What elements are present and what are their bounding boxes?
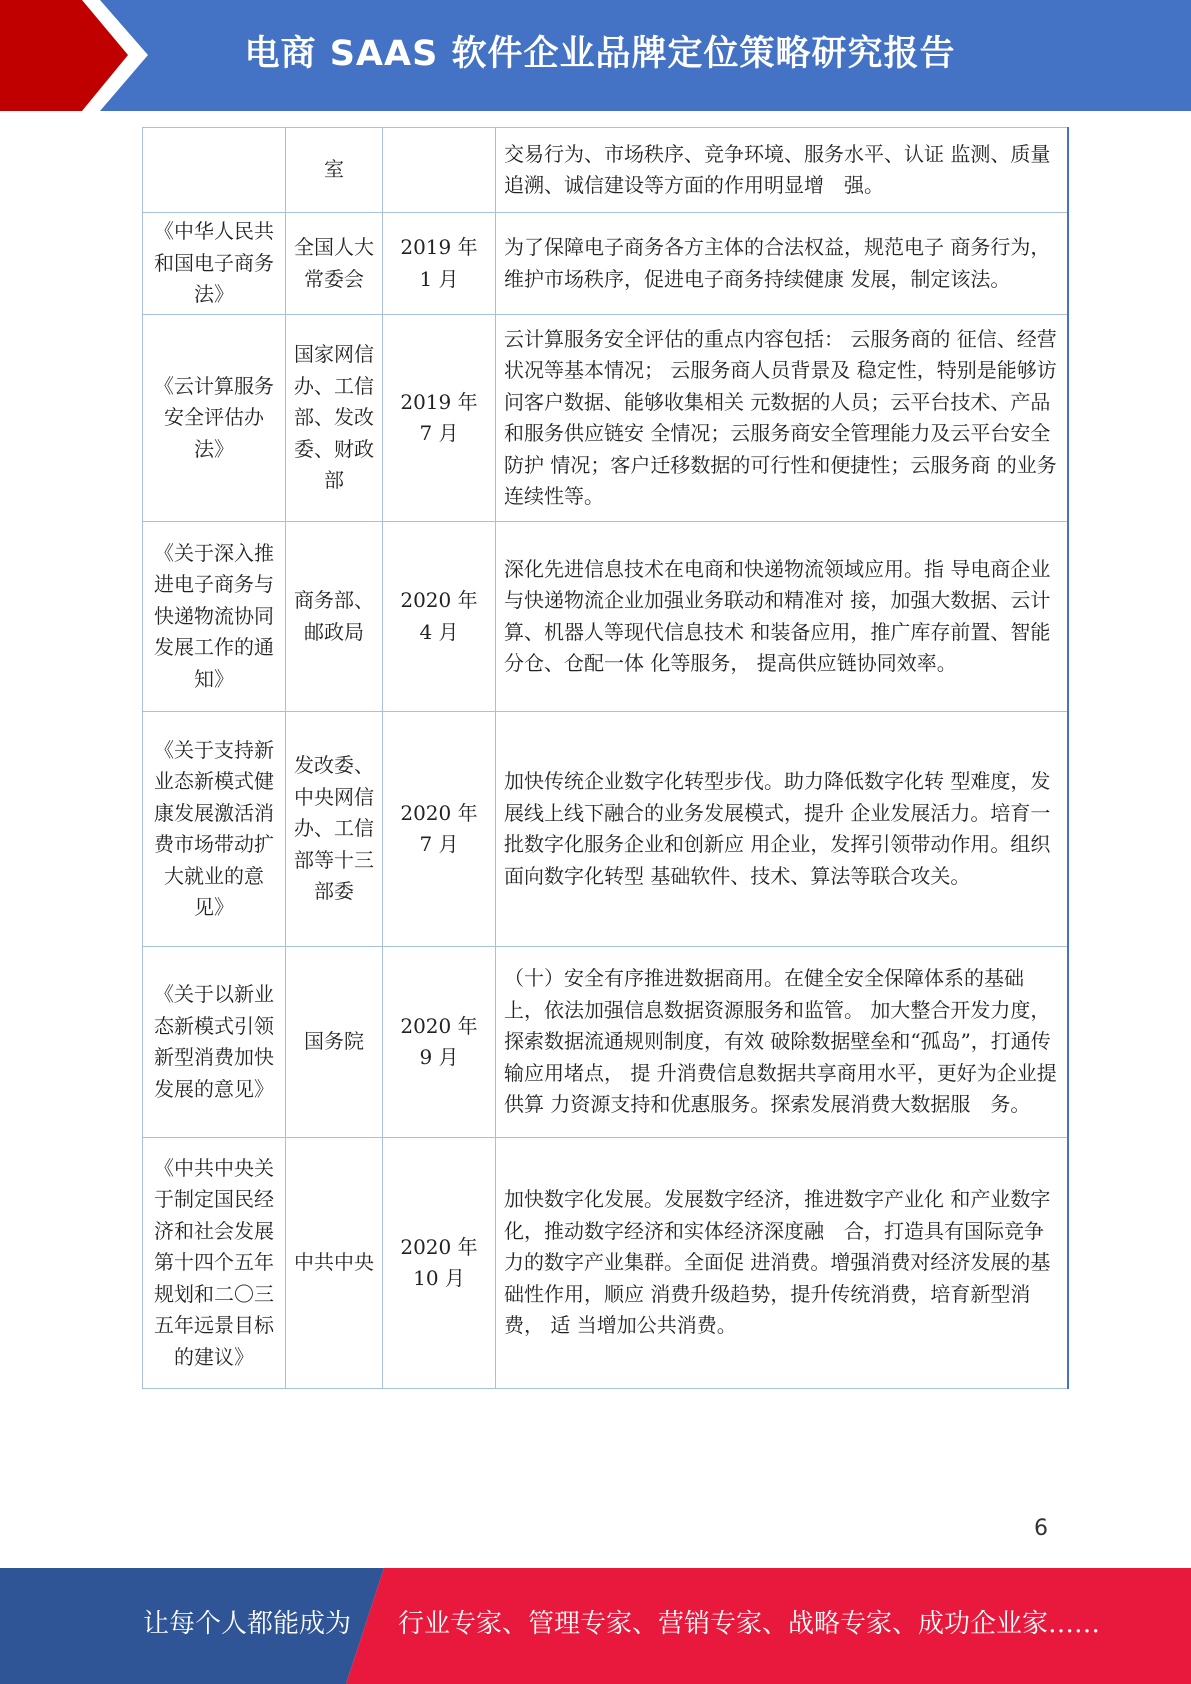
date-cell: 2020 年 4 月 <box>383 522 496 712</box>
page-footer <box>0 1568 1191 1684</box>
date-cell: 2020 年 7 月 <box>383 712 496 947</box>
page-header <box>0 0 1191 111</box>
issuer-cell: 国家网信办、工信部、发改委、财政部 <box>286 315 383 522</box>
issuer-cell: 室 <box>286 128 383 213</box>
issuer-cell: 发改委、中央网信办、工信部等十三部委 <box>286 712 383 947</box>
issuer-cell: 国务院 <box>286 947 383 1138</box>
content-cell: 加快数字化发展。发展数字经济，推进数字产业化 和产业数字化，推动数字经济和实体经济深度融 合，打造具有国际竞争力的数字产业集群。全面促 进消费。增强消费对经济发展的基础性作用，顺应 消费升级趋势，提升传统消费，培育新型消费， 适 当增加公共消费。 <box>496 1138 1069 1389</box>
table-row <box>143 315 1069 522</box>
footer-slogan-left: 让每个人都能成为 <box>143 1609 352 1639</box>
policy-name-cell: 《关于深入推进电子商务与快递物流协同发展工作的通知》 <box>143 522 286 712</box>
policy-table <box>142 127 1069 1389</box>
content-cell: 云计算服务安全评估的重点内容包括： 云服务商的 征信、经营状况等基本情况； 云服务商人员背景及 稳定性，特别是能够访问客户数据、能够收集相关 元数据的人员；云平台技术、产品和服务供应链安 全情况；云服务商安全管理能力及云平台安全防护 情况；客户迁移数据的可行性和便捷性；云服务商 的业务连续性等。 <box>496 315 1069 522</box>
policy-name-cell: 《中华人民共和国电子商务法》 <box>143 213 286 315</box>
policy-name-cell: 《中共中央关于制定国民经济和社会发展第十四个五年规划和二〇三五年远景目标的建议》 <box>143 1138 286 1389</box>
content-cell: 交易行为、市场秩序、竞争环境、服务水平、认证 监测、质量追溯、诚信建设等方面的作用明显增 强。 <box>496 128 1069 213</box>
table-row <box>143 128 1069 213</box>
policy-name-cell: 《关于支持新业态新模式健康发展激活消费市场带动扩大就业的意见》 <box>143 712 286 947</box>
report-title: 电商 SAAS 软件企业品牌定位策略研究报告 <box>244 34 956 74</box>
table-row <box>143 947 1069 1138</box>
date-cell: 2020 年 10 月 <box>383 1138 496 1389</box>
content-cell: 为了保障电子商务各方主体的合法权益，规范电子 商务行为， 维护市场秩序，促进电子商务持续健康 发展，制定该法。 <box>496 213 1069 315</box>
date-cell <box>383 128 496 213</box>
date-cell: 2019 年 7 月 <box>383 315 496 522</box>
policy-name-cell: 《关于以新业态新模式引领新型消费加快发展的意见》 <box>143 947 286 1138</box>
page-number: 6 <box>1034 1516 1048 1541</box>
content-cell: （十）安全有序推进数据商用。在健全安全保障体系的基础上，依法加强信息数据资源服务和监管。 加大整合开发力度， 探索数据流通规则制度，有效 破除数据壁垒和“孤岛”，打通传输应用堵点， 提 升消费信息数据共享商用水平，更好为企业提供算 力资源支持和优惠服务。探索发展消费大数据服 务。 <box>496 947 1069 1138</box>
footer-slogan-right: 行业专家、管理专家、营销专家、战略专家、成功企业家…… <box>398 1609 1101 1639</box>
issuer-cell: 中共中央 <box>286 1138 383 1389</box>
chevron-arrow-icon <box>0 0 160 111</box>
table-row <box>143 712 1069 947</box>
policy-name-cell <box>143 128 286 213</box>
content-cell: 深化先进信息技术在电商和快递物流领域应用。指 导电商企业与快递物流企业加强业务联动和精准对 接，加强大数据、云计算、机器人等现代信息技术 和装备应用，推广库存前置、智能分仓、仓配一体 化等服务， 提高供应链协同效率。 <box>496 522 1069 712</box>
date-cell: 2019 年 1 月 <box>383 213 496 315</box>
date-cell: 2020 年 9 月 <box>383 947 496 1138</box>
issuer-cell: 全国人大常委会 <box>286 213 383 315</box>
table-row <box>143 213 1069 315</box>
policy-name-cell: 《云计算服务安全评估办法》 <box>143 315 286 522</box>
content-cell: 加快传统企业数字化转型步伐。助力降低数字化转 型难度，发展线上线下融合的业务发展模式，提升 企业发展活力。培育一批数字化服务企业和创新应 用企业，发挥引领带动作用。组织面向数字化转型 基础软件、技术、算法等联合攻关。 <box>496 712 1069 947</box>
issuer-cell: 商务部、邮政局 <box>286 522 383 712</box>
table-row <box>143 522 1069 712</box>
table-row <box>143 1138 1069 1389</box>
